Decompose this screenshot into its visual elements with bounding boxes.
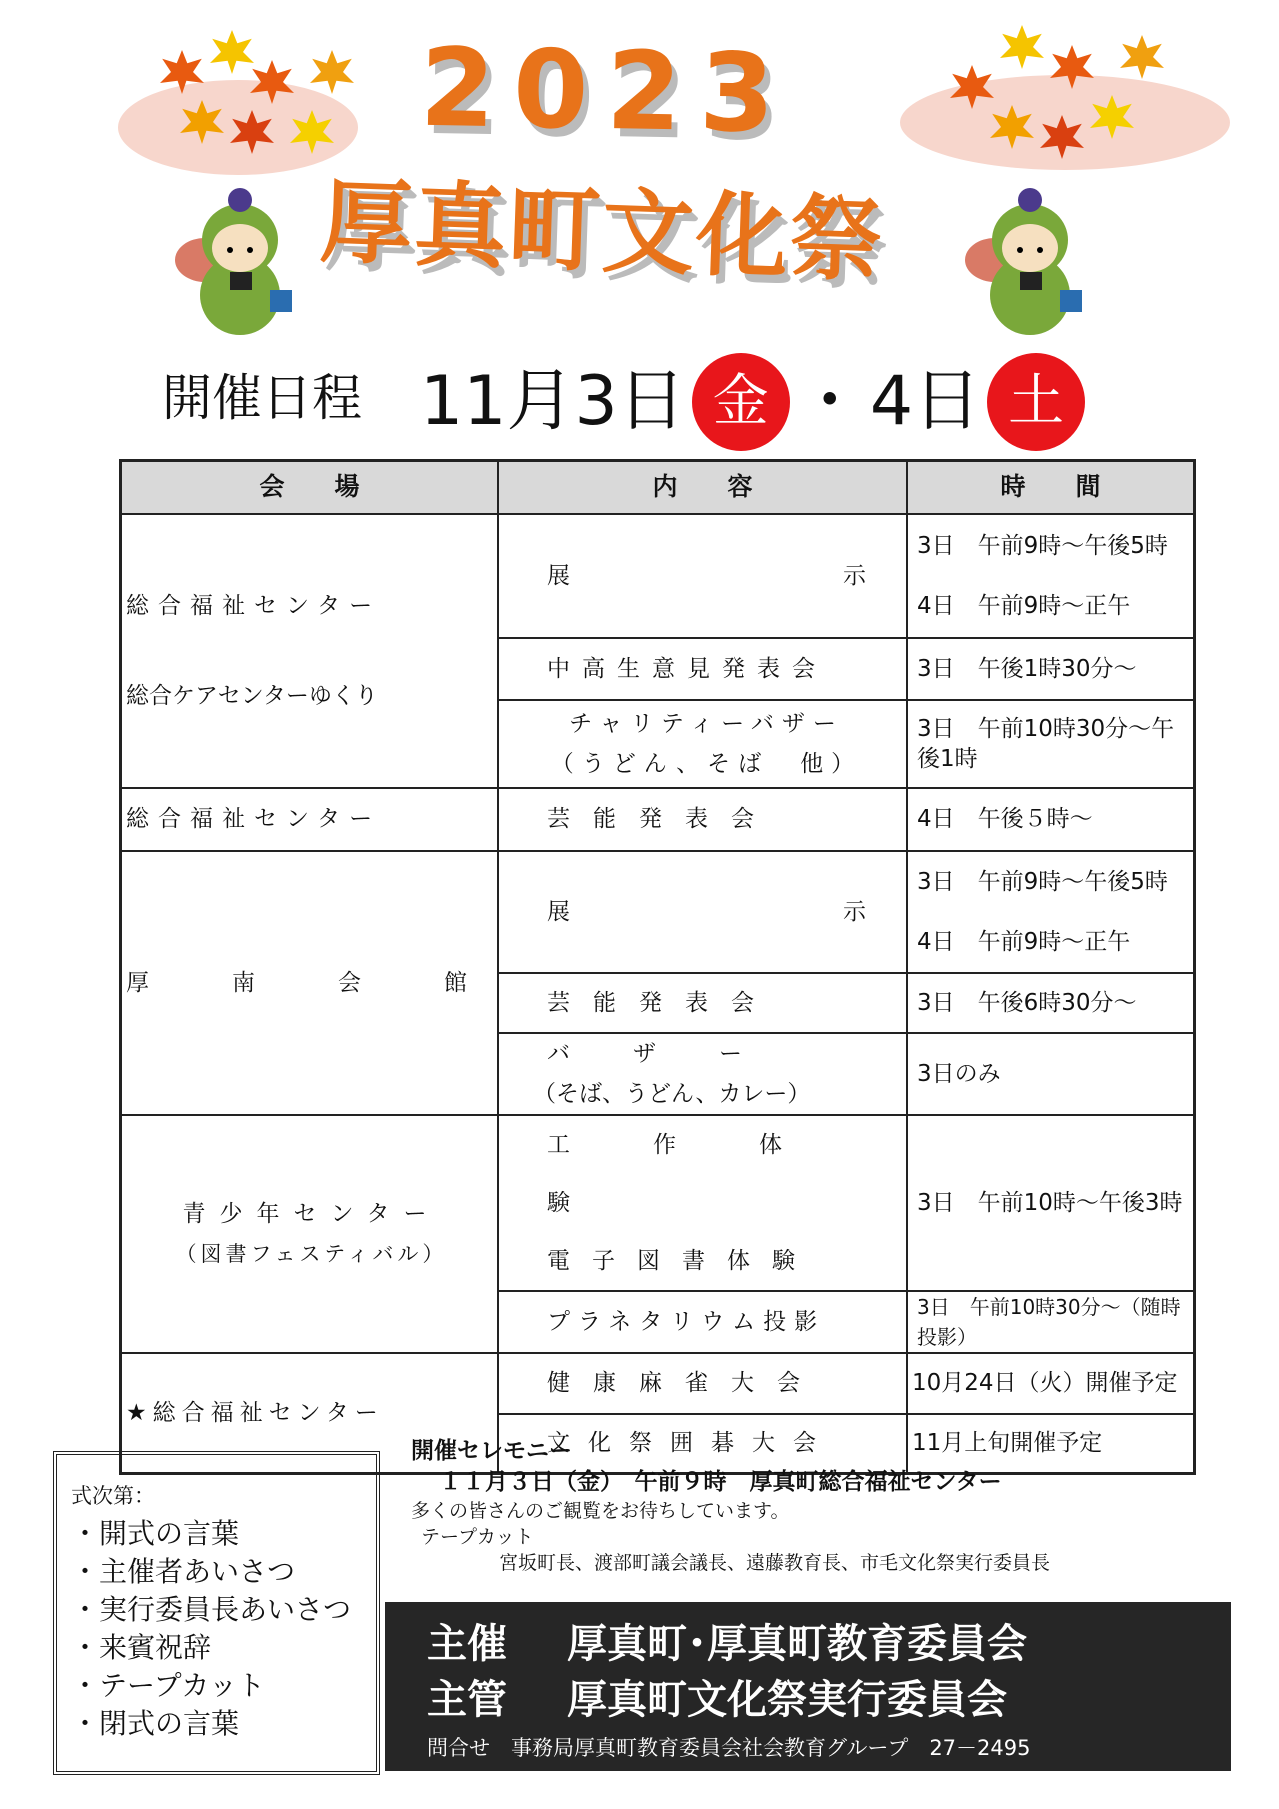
content-text: （そば、うどん、カレー） [533,1080,811,1107]
content-text: 展 [547,898,570,925]
content-text: 示 [843,562,866,589]
time-cell: 3日 午前10時30分～（随時投影） [907,1291,1195,1353]
ceremony-heading: 開催セレモニー [411,1438,572,1464]
content-text: 工 作 体 験 [547,1131,865,1216]
manage-line [427,1672,1231,1728]
schedule-table [119,459,1196,1475]
content-cell [498,851,907,973]
time-text: 3日 午前9時～午後5時 [917,868,1168,895]
header-venue: 会 場 [121,461,499,514]
header-time: 時 間 [907,461,1195,514]
mascot-left [170,180,300,340]
manage-label: 主管 [427,1677,507,1723]
content-text: チャリティーバザー [569,710,844,737]
organizer-box [385,1602,1231,1771]
content-text: バ ザ ー [547,1040,762,1067]
time-cell: 3日 午前10時～午後3時 [907,1115,1195,1291]
date-label: 開催日程 [162,369,362,427]
content-text: 示 [843,898,866,925]
time-cell: 11月上旬開催予定 [907,1414,1195,1474]
venue-name: 青少年センター [182,1200,441,1227]
autumn-leaves-left [140,30,370,180]
mascot-right [960,180,1090,340]
venue-cell [121,514,499,788]
program-box [53,1451,380,1775]
event-dates [420,352,1085,452]
time-text: 4日 午前9時～正午 [917,928,1131,955]
table-row [121,514,1195,638]
host-label: 主催 [427,1621,507,1667]
content-text: （うどん、そば 他） [550,750,863,777]
content-cell: 芸 能 発 表 会 [498,788,907,851]
content-cell: 文化祭囲碁大会 [498,1414,907,1474]
time-cell: 3日 午前10時30分～午後1時 [907,700,1195,788]
day-badge-sat: 土 [987,353,1085,451]
time-cell: 3日のみ [907,1033,1195,1115]
venue-name: 総合福祉センター [126,592,382,619]
time-cell [907,514,1195,638]
time-cell [907,851,1195,973]
ceremony-info [411,1436,1231,1576]
content-cell: プラネタリウム投影 [498,1291,907,1353]
table-row [121,1353,1195,1414]
time-text: 3日 午前9時～午後5時 [917,532,1168,559]
content-cell [498,1115,907,1291]
program-item: ・開式の言葉 [71,1517,240,1550]
content-cell: 芸 能 発 表 会 [498,973,907,1033]
table-row [121,851,1195,973]
content-cell [498,1033,907,1115]
date-second: 4日 [869,362,982,441]
ceremony-people: 宮坂町長、渡部町議会議長、遠藤教育長、市毛文化祭実行委員長 [499,1552,1051,1574]
content-cell [498,514,907,638]
content-text: 電子図書体験 [547,1247,817,1274]
ceremony-when: １１月３日（金） 午前９時 厚真町総合福祉センター [439,1469,1002,1495]
host-name: 厚真町･厚真町教育委員会 [567,1621,1027,1667]
venue-cell: ★総合福祉センター [121,1353,499,1474]
date-first: 11月3日 [420,362,686,441]
day-badge-fri: 金 [692,353,790,451]
content-cell: 中高生意見発表会 [498,638,907,700]
content-cell [498,700,907,788]
table-row [121,788,1195,851]
ceremony-invite: 多くの皆さんのご観覧をお待ちしています。 [411,1500,790,1522]
time-text: 4日 午前9時～正午 [917,592,1131,619]
venue-cell [121,1115,499,1353]
content-cell: 健 康 麻 雀 大 会 [498,1353,907,1414]
date-separator: ・ [795,362,864,441]
time-cell: 3日 午後1時30分～ [907,638,1195,700]
header-content: 内 容 [498,461,907,514]
program-item: ・実行委員長あいさつ [71,1593,352,1626]
autumn-leaves-right [930,25,1160,175]
content-text: 展 [547,562,570,589]
host-line [427,1616,1231,1672]
program-item: ・主催者あいさつ [71,1555,296,1588]
venue-name: 総合ケアセンターゆくり [126,682,378,709]
venue-cell: 厚 南 会 館 [121,851,499,1115]
time-cell: 3日 午後6時30分～ [907,973,1195,1033]
time-cell: 4日 午後５時～ [907,788,1195,851]
program-item: ・閉式の言葉 [71,1707,240,1740]
time-cell: 10月24日（火）開催予定 [907,1353,1195,1414]
manage-name: 厚真町文化祭実行委員会 [567,1677,1007,1723]
contact-info: 問合せ 事務局厚真町教育委員会社会教育グループ 27－2495 [427,1736,1031,1760]
table-header [121,461,1195,514]
program-item: ・来賓祝辞 [71,1631,212,1664]
table-row [121,1115,1195,1291]
venue-name: （図書フェスティバル） [175,1241,448,1266]
page-title: 厚真町文化祭 [318,168,886,295]
program-item: ・テープカット [71,1669,266,1702]
title-year: 2023 [418,25,794,158]
venue-cell: 総合福祉センター [121,788,499,851]
program-heading: 式次第： [71,1484,155,1508]
ceremony-tape: テープカット [421,1526,534,1548]
